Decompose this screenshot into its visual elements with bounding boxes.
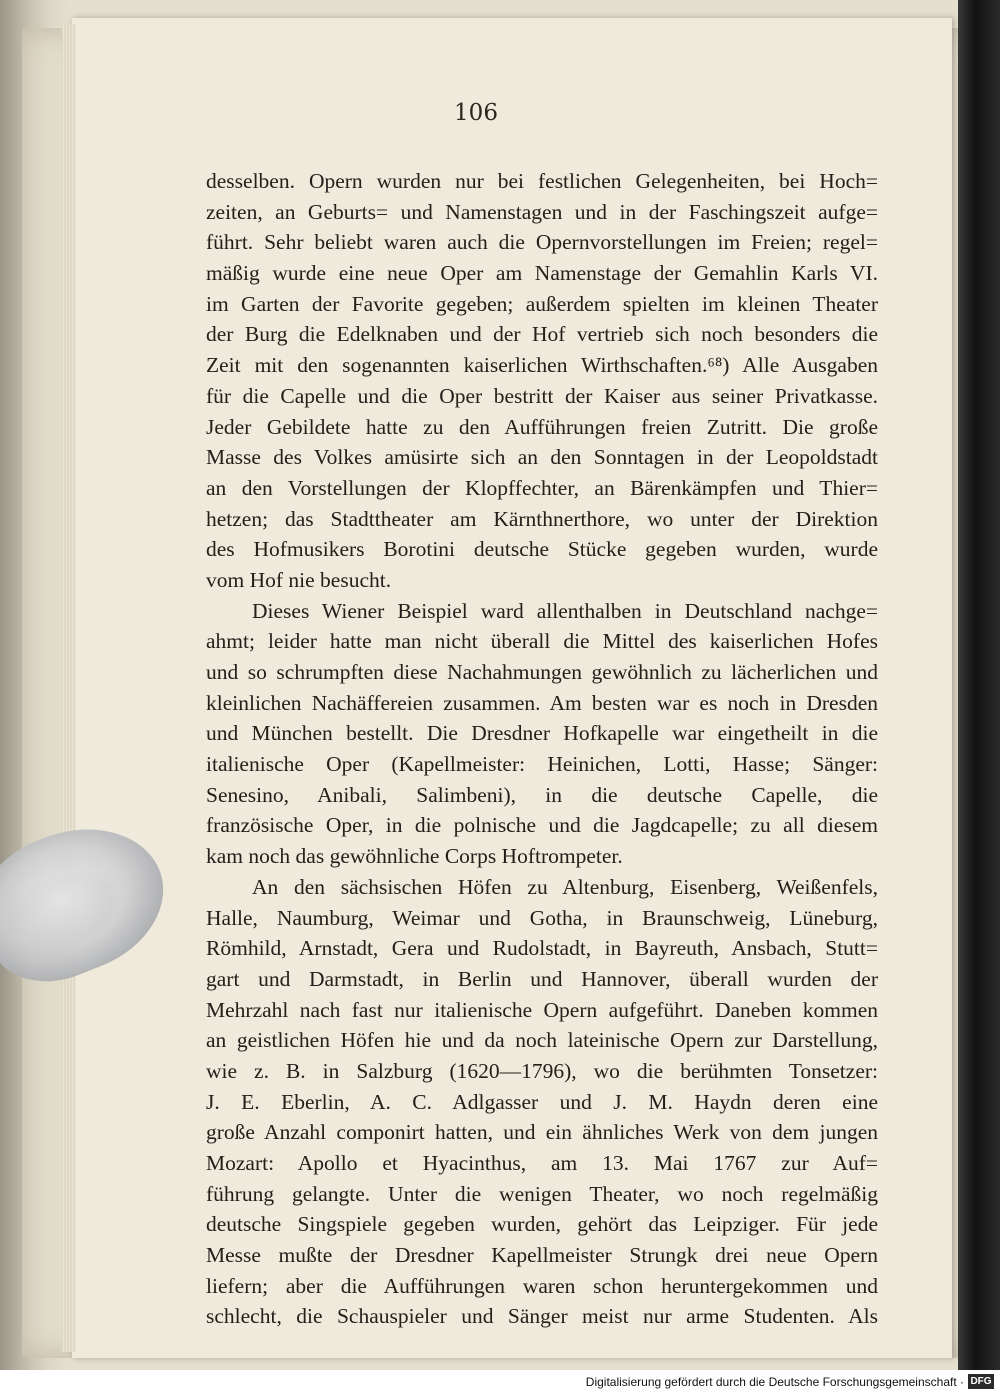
text-line: Messe mußte der Dresdner Kapellmeister Strungk drei neue Opern bbox=[206, 1243, 878, 1268]
text-line: Jeder Gebildete hatte zu den Aufführungen freien Zutritt. Die große bbox=[206, 414, 878, 439]
text-line: mäßig wurde eine neue Oper am Namenstage der Gemahlin Karls VI. bbox=[206, 261, 878, 286]
text-line: an geistlichen Höfen hie und da noch lateinische Opern zur Darstellung, bbox=[206, 1028, 878, 1053]
text-line: ahmt; leider hatte man nicht überall die Mittel des kaiserlichen Hofes bbox=[206, 629, 878, 654]
text-line: An den sächsischen Höfen zu Altenburg, Eisenberg, Weißenfels, bbox=[252, 874, 878, 899]
text-line: große Anzahl componirt hatten, und ein ähnliches Werk von dem jungen bbox=[206, 1120, 878, 1145]
text-line: Senesino, Anibali, Salimbeni), in die deutsche Capelle, die bbox=[206, 782, 878, 807]
text-line: führung gelangte. Unter die wenigen Theater, wo noch regelmäßig bbox=[206, 1181, 878, 1206]
book-cover-edge bbox=[958, 0, 1000, 1370]
body-text bbox=[206, 166, 878, 1332]
text-line: Halle, Naumburg, Weimar und Gotha, in Braunschweig, Lüneburg, bbox=[206, 905, 878, 930]
text-line: für die Capelle und die Oper bestritt der Kaiser aus seiner Privatkasse. bbox=[206, 383, 878, 408]
text-line: vom Hof nie besucht. bbox=[206, 567, 392, 592]
text-line: hetzen; das Stadttheater am Kärnthnerthore, wo unter der Direktion bbox=[206, 506, 878, 531]
text-line: schlecht, die Schauspieler und Sänger meist nur arme Studenten. Als bbox=[206, 1304, 878, 1329]
funding-notice: Digitalisierung gefördert durch die Deutsche Forschungsgemeinschaft · bbox=[585, 1375, 964, 1389]
text-line: und so schrumpften diese Nachahmungen gewöhnlich zu lächerlichen und bbox=[206, 660, 878, 684]
text-line: Dieses Wiener Beispiel ward allenthalben in Deutschland nachge= bbox=[252, 598, 878, 623]
text-line: italienische Oper (Kapellmeister: Heinichen, Lotti, Hasse; Sänger: bbox=[206, 752, 878, 777]
text-line: wie z. B. in Salzburg (1620—1796), wo die berühmten Tonsetzer: bbox=[206, 1058, 878, 1083]
text-line: gart und Darmstadt, in Berlin und Hannover, überall wurden der bbox=[206, 966, 878, 991]
text-line: Römhild, Arnstadt, Gera und Rudolstadt, in Bayreuth, Ansbach, Stutt= bbox=[206, 936, 878, 961]
text-line: desselben. Opern wurden nur bei festlichen Gelegenheiten, bei Hoch= bbox=[206, 169, 878, 193]
page-number: 106 bbox=[454, 100, 498, 126]
text-line: deutsche Singspiele gegeben wurden, gehört das Leipziger. Für jede bbox=[206, 1212, 878, 1237]
text-line: Mozart: Apollo et Hyacinthus, am 13. Mai 1767 zur Auf= bbox=[206, 1151, 878, 1175]
page-edges bbox=[62, 24, 76, 1352]
text-line: an den Vorstellungen der Klopffechter, an Bärenkämpfen und Thier= bbox=[206, 475, 878, 500]
text-line: zeiten, an Geburts= und Namenstagen und in der Faschingszeit aufge= bbox=[206, 199, 878, 224]
text-line: im Garten der Favorite gegeben; außerdem spielten im kleinen Theater bbox=[206, 291, 878, 316]
text-line: Zeit mit den sogenannten kaiserlichen Wirthschaften.⁶⁸) Alle Ausgaben bbox=[206, 353, 878, 378]
text-line: französische Oper, in die polnische und die Jagdcapelle; zu all diesem bbox=[206, 813, 878, 838]
text-line: und München bestellt. Die Dresdner Hofkapelle war eingetheilt in die bbox=[206, 721, 878, 746]
text-line: kam noch das gewöhnliche Corps Hoftrompeter. bbox=[206, 844, 623, 869]
text-line: Masse des Volkes amüsirte sich an den Sonntagen in der Leopoldstadt bbox=[206, 445, 878, 470]
text-line: kleinlichen Nachäffereien zusammen. Am besten war es noch in Dresden bbox=[206, 690, 878, 715]
text-line: führt. Sehr beliebt waren auch die Opernvorstellungen im Freien; regel= bbox=[206, 230, 878, 255]
footer-bar bbox=[0, 1370, 1000, 1395]
text-line: Mehrzahl nach fast nur italienische Opern aufgeführt. Daneben kommen bbox=[206, 997, 878, 1022]
text-line: J. E. Eberlin, A. C. Adlgasser und J. M. Haydn deren eine bbox=[206, 1089, 878, 1114]
text-line: der Burg die Edelknaben und der Hof vertrieb sich noch besonders die bbox=[206, 322, 878, 347]
text-line: liefern; aber die Aufführungen waren schon heruntergekommen und bbox=[206, 1273, 878, 1298]
text-line: des Hofmusikers Borotini deutsche Stücke gegeben wurden, wurde bbox=[206, 537, 878, 562]
dfg-logo-icon: DFG bbox=[968, 1374, 994, 1389]
